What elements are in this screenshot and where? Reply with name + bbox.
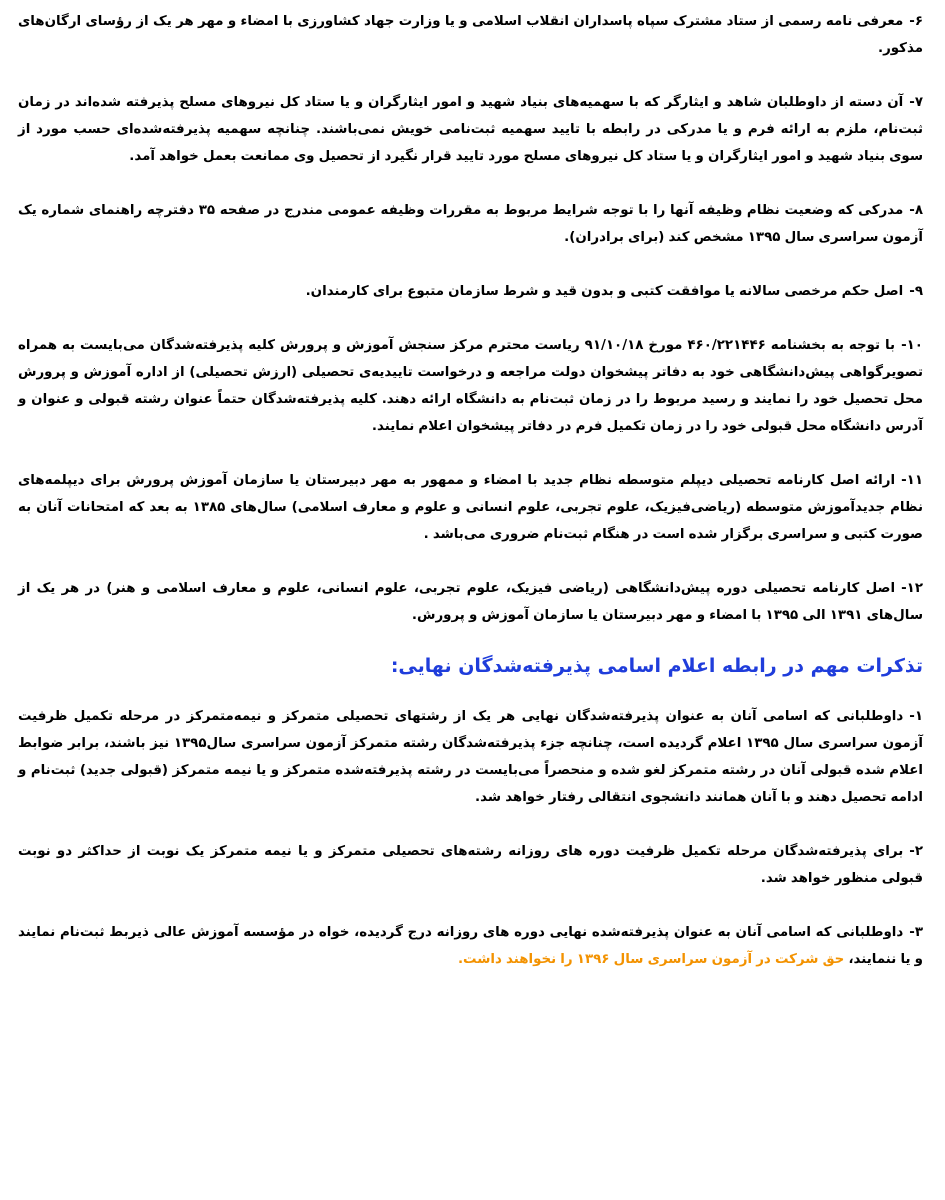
note-item-1	[18, 703, 923, 811]
item-number: ۶-	[909, 14, 923, 29]
item-text: داوطلبانی که اسامی آنان به عنوان پذیرفته‌شدگان نهایی هر یک از رشتهای تحصیلی متمرکز و نیمه‌متمرکز در مرحله تکمیل ظرفیت آزمون سراسری سال ۱۳۹۵ اعلام گردیده است، چنانچه جزء پذیرفته‌شدگان رشته متمرکز آزمون سراسری سال۱۳۹۵ نیز باشند، برابر ضوابط اعلام شده قبولی آنان در رشته متمرکز لغو شده و منحصراً می‌بایست در رشته پذیرفته‌شده متمرکز و یا نیمه متمرکز (قبولی جدید) ثبت‌نام و ادامه تحصیل دهند و با آنان همانند دانشجوی انتقالی رفتار خواهد شد.	[18, 709, 923, 805]
list-item-8	[18, 197, 923, 251]
list-item-9	[18, 278, 923, 305]
item-text: با توجه به بخشنامه ۴۶۰/۲۲۱۴۴۶ مورخ ۹۱/۱۰/۱۸ ریاست محترم مرکز سنجش آموزش و پرورش کلیه پذیرفته‌شدگان می‌بایست به همراه تصویرگواهی پیش‌دانشگاهی خود به دفاتر پیشخوان دولت مراجعه و درخواست تاییدیه‌ی تحصیلی (ارزش تحصیلی) از اداره آموزش و پرورش محل تحصیل خود را نمایند و رسید مربوط را در زمان ثبت‌نام به دانشگاه ارائه دهند. کلیه پذیرفته‌شدگان حتماً عنوان رشته قبولی و عنوان و آدرس دانشگاه محل قبولی خود را در زمان تکمیل فرم در دفاتر پیشخوان اعلام نمایند.	[18, 338, 923, 434]
item-number: ۱۰-	[901, 338, 923, 353]
list-item-7	[18, 89, 923, 170]
list-item-10	[18, 332, 923, 440]
item-number: ۸-	[909, 203, 923, 218]
item-number: ۱۱-	[901, 473, 923, 488]
item-text: آن دسته از داوطلبان شاهد و ایثارگر که با سهمیه‌های بنیاد شهید و امور ایثارگران و یا ستاد کل نیروهای مسلح پذیرفته شده‌اند در زمان ثبت‌نام، ملزم به ارائه فرم و یا مدرکی در رابطه با تایید سهمیه ثبت‌نامی خویش نمی‌باشند. چنانچه سهمیه پذیرفته‌شده‌ای حسب مورد از سوی بنیاد شهید و امور ایثارگران و یا ستاد کل نیروهای مسلح مورد تایید قرار نگیرد از تحصیل وی ممانعت بعمل خواهد آمد.	[18, 95, 923, 164]
item-number: ۳-	[909, 925, 923, 940]
highlighted-warning-text: حق شرکت در آزمون سراسری سال ۱۳۹۶ را نخواهند داشت.	[457, 952, 845, 967]
item-text: ارائه اصل کارنامه تحصیلی دیپلم متوسطه نظام جدید با امضاء و ممهور به مهر دبیرستان یا سازمان آموزش پرورش برای دیپلمه‌های نظام جدیدآموزش متوسطه (ریاضی‌فیزیک، علوم تجربی، علوم انسانی و علوم و معارف اسلامی) سال‌های ۱۳۸۵ به بعد که امتحانات آنان به صورت کتبی و سراسری برگزار شده است در هنگام ثبت‌نام ضروری می‌باشد .	[18, 473, 923, 542]
item-number: ۹-	[909, 284, 923, 299]
item-number: ۲-	[909, 844, 923, 859]
item-number: ۱-	[909, 709, 923, 724]
item-number: ۱۲-	[901, 581, 923, 596]
item-number: ۷-	[909, 95, 923, 110]
item-text: اصل کارنامه تحصیلی دوره پیش‌دانشگاهی (ریاضی فیزیک، علوم تجربی، علوم انسانی، علوم و معارف اسلامی و هنر) در هر یک از سال‌های ۱۳۹۱ الی ۱۳۹۵ با امضاء و مهر دبیرستان یا سازمان آموزش و پرورش.	[18, 581, 923, 623]
item-text: معرفی نامه رسمی از ستاد مشترک سپاه پاسداران انقلاب اسلامی و یا وزارت جهاد کشاورزی با امضاء و مهر هر یک از رؤسای ارگان‌های مذکور.	[18, 14, 923, 56]
note-item-3	[18, 919, 923, 973]
item-text: اصل حکم مرخصی سالانه یا موافقت کتبی و بدون قید و شرط سازمان متبوع برای کارمندان.	[305, 284, 904, 299]
list-item-6	[18, 8, 923, 62]
section-heading: تذکرات مهم در رابطه اعلام اسامی پذیرفته‌شدگان نهایی:	[390, 655, 923, 677]
item-text: داوطلبانی که اسامی آنان به عنوان پذیرفته‌شده نهایی دوره های روزانه درج گردیده، خواه در مؤسسه آموزش عالی ذیربط ثبت‌نام نمایند و یا ننمایند،	[18, 925, 923, 967]
list-item-12	[18, 575, 923, 629]
item-text: برای پذیرفته‌شدگان مرحله تکمیل ظرفیت دوره های روزانه رشته‌های تحصیلی متمرکز و یا نیمه متمرکز یک نوبت از حداکثر دو نوبت قبولی منظور خواهد شد.	[18, 844, 923, 886]
item-text: مدرکی که وضعیت نظام وظیفه آنها را با توجه شرایط مربوط به مقررات وظیفه عمومی مندرج در صفحه ۳۵ دفترچه راهنمای شماره یک آزمون سراسری سال ۱۳۹۵ مشخص کند (برای برادران).	[18, 203, 923, 245]
note-item-2	[18, 838, 923, 892]
list-item-11	[18, 467, 923, 548]
